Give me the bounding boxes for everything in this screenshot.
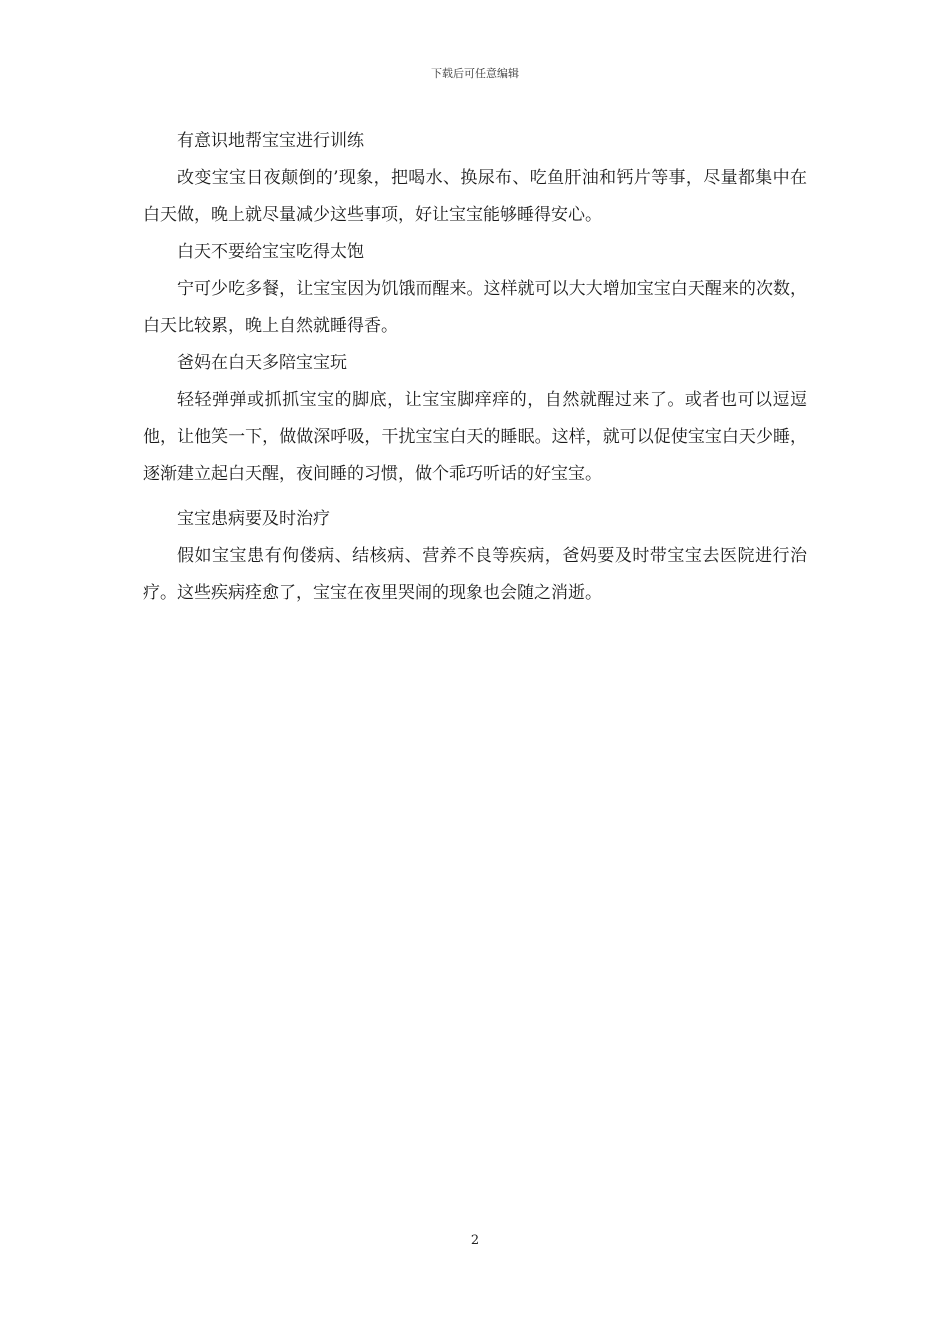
page-number: 2 [470,1233,480,1248]
section-heading: 有意识地帮宝宝进行训练 [177,131,364,151]
section-heading: 爸妈在白天多陪宝宝玩 [177,353,347,373]
section-paragraph: 轻轻弹弹或抓抓宝宝的脚底，让宝宝脚痒痒的，自然就醒过来了。或者也可以逗逗他，让他笑一下，做做深呼吸，干扰宝宝白天的睡眠。这样，就可以促使宝宝白天少睡，逐渐建立起白天醒，夜间睡的习惯，做个乖巧听话的好宝宝。 [143,390,807,484]
section-paragraph: 宁可少吃多餐，让宝宝因为饥饿而醒来。这样就可以大大增加宝宝白天醒来的次数，白天比较累，晚上自然就睡得香。 [143,279,807,336]
document-body [143,123,807,612]
section-heading: 白天不要给宝宝吃得太饱 [177,242,364,262]
section-paragraph: 假如宝宝患有佝偻病、结核病、营养不良等疾病，爸妈要及时带宝宝去医院进行治疗。这些疾病痊愈了，宝宝在夜里哭闹的现象也会随之消逝。 [143,546,807,603]
page-header: 下载后可任意编辑 [431,67,519,80]
section-paragraph: 改变宝宝日夜颠倒的’现象，把喝水、换尿布、吃鱼肝油和钙片等事，尽量都集中在白天做，晚上就尽量减少这些事项，好让宝宝能够睡得安心。 [143,168,807,225]
section-heading: 宝宝患病要及时治疗 [177,509,330,529]
